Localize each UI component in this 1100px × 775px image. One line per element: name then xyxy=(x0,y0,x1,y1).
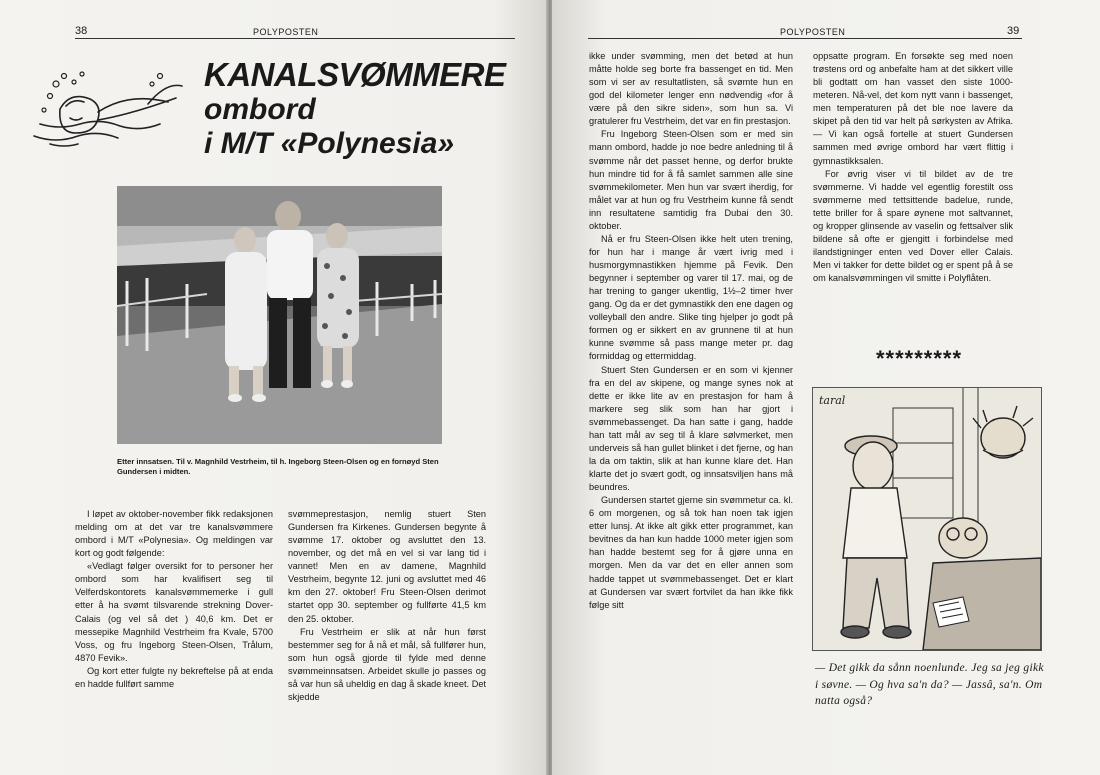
header-rule-left xyxy=(75,38,515,39)
paragraph: I løpet av oktober-november fikk redaksjonen melding om at det var tre kanalsvømmere ombord i M/T «Polynesia». Og meldingen var kort og godt følgende: xyxy=(75,509,273,559)
header-rule-right xyxy=(588,38,1022,39)
title-line-3: i M/T «Polynesia» xyxy=(204,127,455,160)
title-line-2: ombord xyxy=(204,93,316,126)
paragraph: Og kort etter fulgte ny bekreftelse på at enda en hadde fullført samme xyxy=(75,665,273,689)
cartoon-illustration xyxy=(812,387,1042,651)
photo-caption: Etter innsatsen. Til v. Magnhild Vestrheim, til h. Ingeborg Steen-Olsen og en fornøyd Sten Gundersen i midten. xyxy=(117,457,439,477)
page-number-left: 38 xyxy=(75,25,88,37)
right-col-2 xyxy=(813,50,1013,285)
running-head-left: POLYPOSTEN xyxy=(253,27,319,37)
paragraph: ikke under svømming, men det betød at hun måtte holde seg borte fra bassenget en tid. Men som vi ser av resultatlisten, så svømte hun en god del kilometer lenger enn nødvendig «for å være på den sikre siden», som hun sa. Vi gratulerer fru Vestrheim, det var en fin prestasjon. xyxy=(589,51,793,127)
title-line-1: KANALSVØMMERE xyxy=(204,56,506,93)
paragraph: Fru Vestrheim er slik at når hun først bestemmer seg for å nå et mål, så fullfører hun, som hun også gjorde til fylde med denne svømmeinnsatsen. Arbeidet skulle jo passes og så var hun så uheldig en dag å skade kneet. Det skjedde xyxy=(288,626,486,702)
cartoon-caption: — Det gikk da sånn noenlunde. Jeg sa jeg gikk i søvne. — Og hva sa'n da? — Jassâ, sa'n. Om natta også? xyxy=(815,662,1044,708)
swimmer-illustration xyxy=(30,54,200,164)
left-col-1 xyxy=(75,508,273,691)
paragraph: For øvrig viser vi til bildet av de tre svømmerne. Vi hadde vel egentlig forestilt oss svømmerne med tettsittende badelue, runde, tette briller for å spare øynene mot saltvannet, og kropper glinsende av vaselin og fettsalver slik bildene så ofte er gjengitt i forbindelse med ilandstigninger enten ved Dover eller Calais. Men vi takker for dette bildet og er spent på å se om kanalsvømmingen vil smitte i Polyflåten. xyxy=(813,168,1013,284)
cartoon-signature: taral xyxy=(819,394,846,407)
right-col-1 xyxy=(589,50,793,612)
paragraph: Fru Ingeborg Steen-Olsen som er med sin mann ombord, hadde jo noe bedre anledning til å svømme når det passet henne, og derfor brukte hun mindre tid for å få samlet sammen alle sine svømmekilometer. Men hun var svært iherdig, for målet var at hun og fru Vestrheim kunne få sendt inn resultatene samtidig fra Dubai den 30. oktober. xyxy=(589,129,793,231)
paragraph: «Vedlagt følger oversikt for to personer her ombord som har kvalifisert seg til Velferdskontorets kanalsvømmemerke i gull etter å ha svømt tilsvarende strekning Dover-Calais (og vel så det ) 40,6 km. Det er messepike Magnhild Vestrheim fra Kvale, 5700 Voss, og fru Ingeborg Steen-Olsen, Trålum, 4870 Fevik». xyxy=(75,561,273,663)
paragraph: Gundersen startet gjerne sin svømmetur ca. kl. 6 om morgenen, og så tok han noen tak igjen etter lunsj. At ikke alt gikk etter programmet, kan bevitnes da han kun hadde 1000 meter igjen som han hadde bestemt seg for å gjøre unna en morgen. Men da var det en eller annen som hadde tappet ut svømmebassenget. Det er klart at Gundersen var svært fortvilet da han ikke fikk følge sitt xyxy=(589,495,793,610)
article-photo xyxy=(117,186,442,444)
article-title xyxy=(204,58,506,159)
paragraph: Stuert Sten Gundersen er en som vi kjenner fra en del av skipene, og mange synes nok at dette er ikke lite av en prestasjon for ham å markere seg slik som han har gjort i svømmebassenget. Da han satte i gang, hadde han tatt mål av seg til å klare sølvmerket, men underveis så han gullet blinket i det fjerne, og han la da om taktin, slik at han kunne klare det. Han klarte det jo svært godt, og innsatsviljen hans må beundres. xyxy=(589,364,793,493)
paragraph: Nå er fru Steen-Olsen ikke helt uten trening, for hun har i mange år vært ivrig med i husmorgymnastikken hjemme på Fevik. Den begynner i september og varer til 17. mai, og de har trening to ganger ukentlig, 1½–2 timer hver gang. Og da er det gymnastikk den ene dagen og volleyball den andre. Slike ting hjelper jo godt på formen og er sikkert en av grunnene til at hun kunne svømme så pass mange meter pr. dag formiddag og ettermiddag. xyxy=(589,233,793,362)
paragraph: svømmeprestasjon, nemlig stuert Sten Gundersen fra Kirkenes. Gundersen begynte å svømme 17. oktober og avsluttet den 13. november, og det må en vel si var lang tid i vannet! Men en av damene, Magnhild Vestrheim, begynte 12. juni og avsluttet med 46 km den 27. oktober! Fru Steen-Olsen derimot startet opp 30. september og fullførte 41,5 km den 25. oktober. xyxy=(288,509,486,624)
left-col-2 xyxy=(288,508,486,704)
left-page xyxy=(0,0,548,775)
page-number-right: 39 xyxy=(1007,25,1020,37)
running-head-right: POLYPOSTEN xyxy=(780,27,846,37)
section-separator: ********* xyxy=(876,346,963,371)
paragraph: oppsatte program. En forsøkte seg med noen trøstens ord og anbefalte ham at det sikkert ville bli godtatt om han vasset den siste 1000-meteren. Nå-vel, det kom nytt vann i bassenget, men temperaturen på det ble noe lavere da skipet på den tid var helt på sørkysten av Afrika. — Vi kan også fortelle at stuert Gundersen sammen med øvrige ombord har vært flittig i gymnastikksalen. xyxy=(813,51,1013,166)
